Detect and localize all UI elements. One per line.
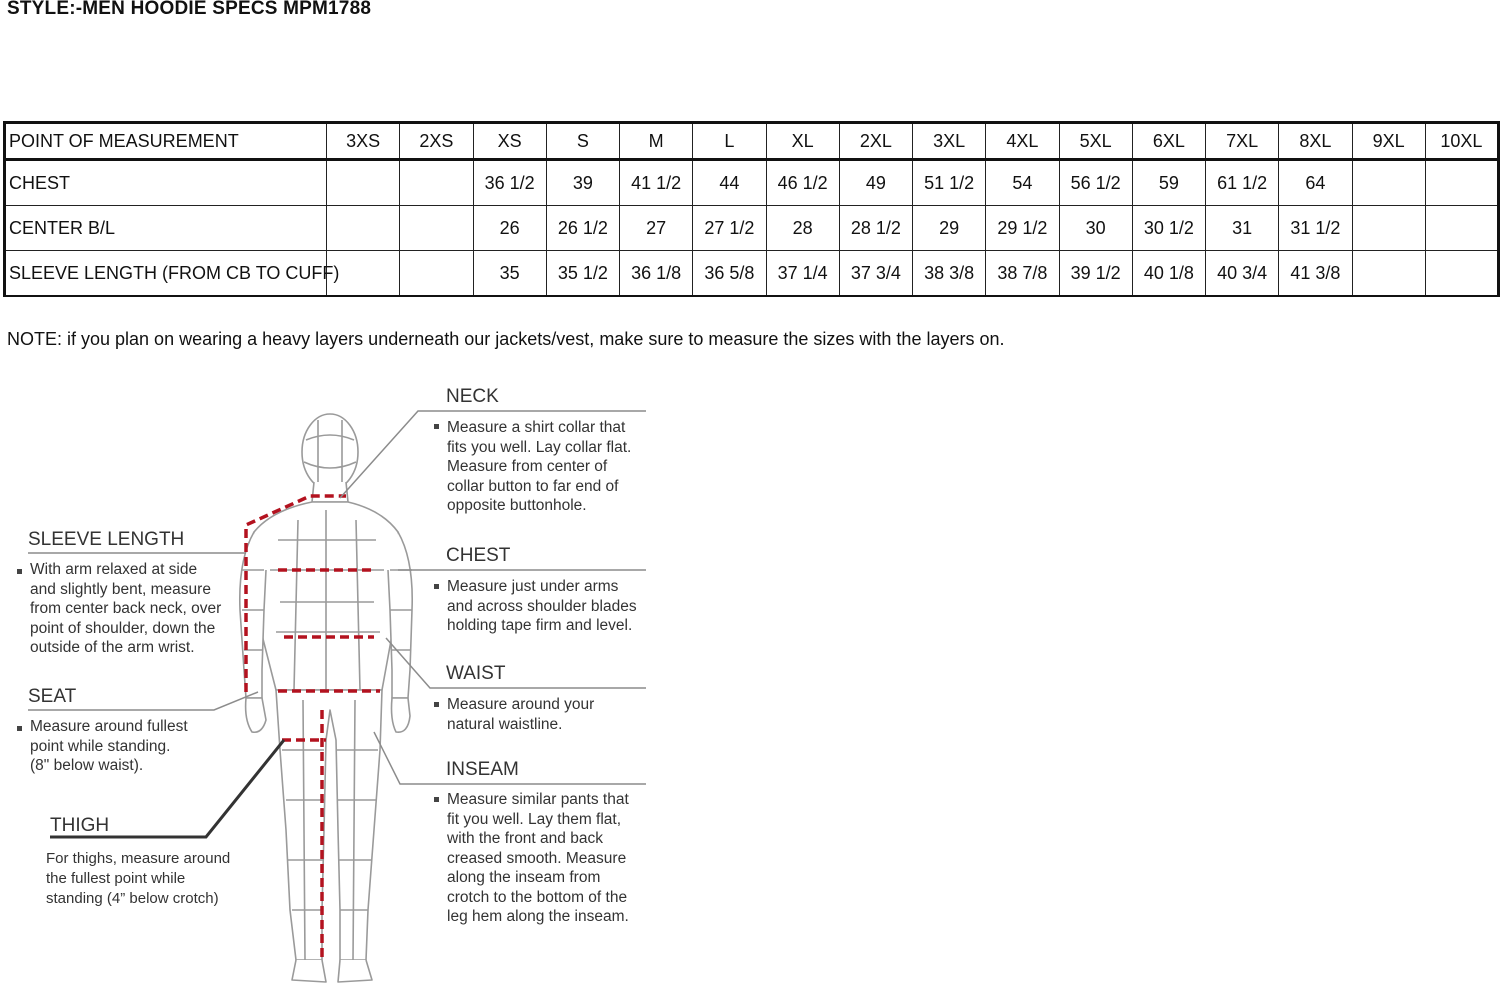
table-cell [327, 206, 400, 251]
table-cell [1425, 206, 1498, 251]
instruction-line: along the inseam from [447, 869, 601, 886]
instruction-line: point while standing. [30, 738, 171, 755]
table-cell: 35 1/2 [546, 251, 619, 297]
table-cell: 28 [766, 206, 839, 251]
instruction-line: Measure from center of [447, 458, 608, 475]
sleeve-length-callout [28, 529, 184, 550]
table-cell [327, 160, 400, 206]
header-cell: XL [766, 123, 839, 160]
seat-callout [28, 686, 77, 707]
table-cell [1352, 160, 1425, 206]
seat-heading: SEAT [28, 686, 77, 707]
table-cell: 56 1/2 [1059, 160, 1132, 206]
instruction-line: with the front and back [447, 830, 603, 847]
instruction-line: and slightly bent, measure [30, 581, 211, 598]
instruction-line: standing (4” below crotch) [46, 890, 219, 907]
table-header-row [5, 123, 1499, 160]
instruction-line: and across shoulder blades [447, 598, 637, 615]
table-cell: 54 [986, 160, 1059, 206]
thigh-heading: THIGH [50, 815, 110, 836]
table-cell: 40 1/8 [1132, 251, 1205, 297]
table-row [5, 160, 1499, 206]
sleeve-length-instructions [17, 561, 221, 656]
measurement-guide-diagram [0, 370, 700, 991]
instruction-line: the fullest point while [46, 870, 186, 887]
seat-instructions [17, 718, 188, 774]
layering-note: NOTE: if you plan on wearing a heavy layers underneath our jackets/vest, make sure to measure the sizes with the layers on. [7, 329, 1005, 349]
header-cell: S [546, 123, 619, 160]
table-cell [400, 251, 473, 297]
thigh-callout [50, 815, 109, 836]
table-cell: 29 1/2 [986, 206, 1059, 251]
instruction-line: crotch to the bottom of the [447, 889, 628, 906]
table-cell: 31 1/2 [1279, 206, 1352, 251]
instruction-line: point of shoulder, down the [30, 620, 216, 637]
table-cell: 35 [473, 251, 546, 297]
header-cell: 2XS [400, 123, 473, 160]
table-cell: 61 1/2 [1206, 160, 1279, 206]
header-cell: 10XL [1425, 123, 1498, 160]
inseam-callout [446, 759, 519, 780]
table-cell: 26 1/2 [546, 206, 619, 251]
table-cell [1352, 251, 1425, 297]
inseam-instructions [434, 791, 629, 925]
table-cell: 28 1/2 [839, 206, 912, 251]
header-cell: M [620, 123, 693, 160]
table-cell [400, 206, 473, 251]
instruction-line: For thighs, measure around [46, 850, 231, 867]
waist-instructions [434, 696, 594, 733]
table-cell: 38 7/8 [986, 251, 1059, 297]
header-cell: POINT OF MEASUREMENT [5, 123, 327, 160]
table-row [5, 251, 1499, 297]
thigh-instructions [46, 850, 230, 907]
table-cell: 46 1/2 [766, 160, 839, 206]
bullet-icon [434, 797, 439, 802]
neck-callout [446, 386, 499, 407]
spec-title: STYLE:-MEN HOODIE SPECS MPM1788 [7, 0, 372, 19]
table-cell: 59 [1132, 160, 1205, 206]
instruction-line: Measure a shirt collar that [447, 419, 626, 436]
table-cell: SLEEVE LENGTH (FROM CB TO CUFF) [5, 251, 327, 297]
chest-heading: CHEST [446, 545, 511, 566]
instruction-line: holding tape firm and level. [447, 617, 633, 634]
instruction-line: Measure around fullest [30, 718, 188, 735]
table-cell: 37 1/4 [766, 251, 839, 297]
table-cell [1352, 206, 1425, 251]
table-cell: 41 1/2 [620, 160, 693, 206]
table-cell: 30 [1059, 206, 1132, 251]
table-cell: CENTER B/L [5, 206, 327, 251]
chest-callout [446, 545, 511, 566]
instruction-line: With arm relaxed at side [30, 561, 198, 578]
instruction-line: from center back neck, over [30, 600, 222, 617]
bullet-icon [17, 569, 22, 574]
header-cell: L [693, 123, 766, 160]
header-cell: 3XL [913, 123, 986, 160]
bullet-icon [434, 584, 439, 589]
table-cell: 44 [693, 160, 766, 206]
instruction-line: collar button to far end of [447, 478, 619, 495]
instruction-line: Measure around your [447, 696, 595, 713]
table-cell: 40 3/4 [1206, 251, 1279, 297]
table-cell: 39 1/2 [1059, 251, 1132, 297]
table-cell: 49 [839, 160, 912, 206]
table-cell: 31 [1206, 206, 1279, 251]
table-cell: 64 [1279, 160, 1352, 206]
instruction-line: natural waistline. [447, 716, 563, 733]
bullet-icon [434, 424, 439, 429]
table-cell: 27 1/2 [693, 206, 766, 251]
header-cell: XS [473, 123, 546, 160]
header-cell: 7XL [1206, 123, 1279, 160]
instruction-line: leg hem along the inseam. [447, 908, 629, 925]
table-cell: 36 5/8 [693, 251, 766, 297]
inseam-heading: INSEAM [446, 759, 519, 780]
instruction-line: fits you well. Lay collar flat. [447, 439, 632, 456]
table-cell [1425, 251, 1498, 297]
bullet-icon [434, 702, 439, 707]
header-cell: 3XS [327, 123, 400, 160]
table-cell: 37 3/4 [839, 251, 912, 297]
table-cell: 29 [913, 206, 986, 251]
header-cell: 5XL [1059, 123, 1132, 160]
instruction-line: creased smooth. Measure [447, 850, 627, 867]
table-row [5, 206, 1499, 251]
table-cell: 38 3/8 [913, 251, 986, 297]
neck-heading: NECK [446, 386, 499, 407]
table-cell: 41 3/8 [1279, 251, 1352, 297]
table-cell: 26 [473, 206, 546, 251]
table-cell: 30 1/2 [1132, 206, 1205, 251]
bullet-icon [17, 726, 22, 731]
table-cell: 51 1/2 [913, 160, 986, 206]
header-cell: 9XL [1352, 123, 1425, 160]
body-figure-illustration [240, 414, 412, 982]
table-cell: 36 1/2 [473, 160, 546, 206]
chest-instructions [434, 578, 637, 634]
table-cell: 36 1/8 [620, 251, 693, 297]
instruction-line: Measure just under arms [447, 578, 619, 595]
waist-heading: WAIST [446, 663, 506, 684]
instruction-line: Measure similar pants that [447, 791, 629, 808]
table-cell: 27 [620, 206, 693, 251]
table-cell: 39 [546, 160, 619, 206]
neck-instructions [434, 419, 631, 514]
instruction-line: (8" below waist). [30, 757, 144, 774]
instruction-line: fit you well. Lay them flat, [447, 811, 622, 828]
table-cell [400, 160, 473, 206]
header-cell: 4XL [986, 123, 1059, 160]
table-cell [1425, 160, 1498, 206]
sleeve-length-heading: SLEEVE LENGTH [28, 529, 185, 550]
instruction-line: opposite buttonhole. [447, 497, 587, 514]
waist-callout [446, 663, 506, 684]
header-cell: 2XL [839, 123, 912, 160]
table-cell: CHEST [5, 160, 327, 206]
size-spec-table [3, 121, 1500, 297]
header-cell: 6XL [1132, 123, 1205, 160]
instruction-line: outside of the arm wrist. [30, 639, 195, 656]
header-cell: 8XL [1279, 123, 1352, 160]
